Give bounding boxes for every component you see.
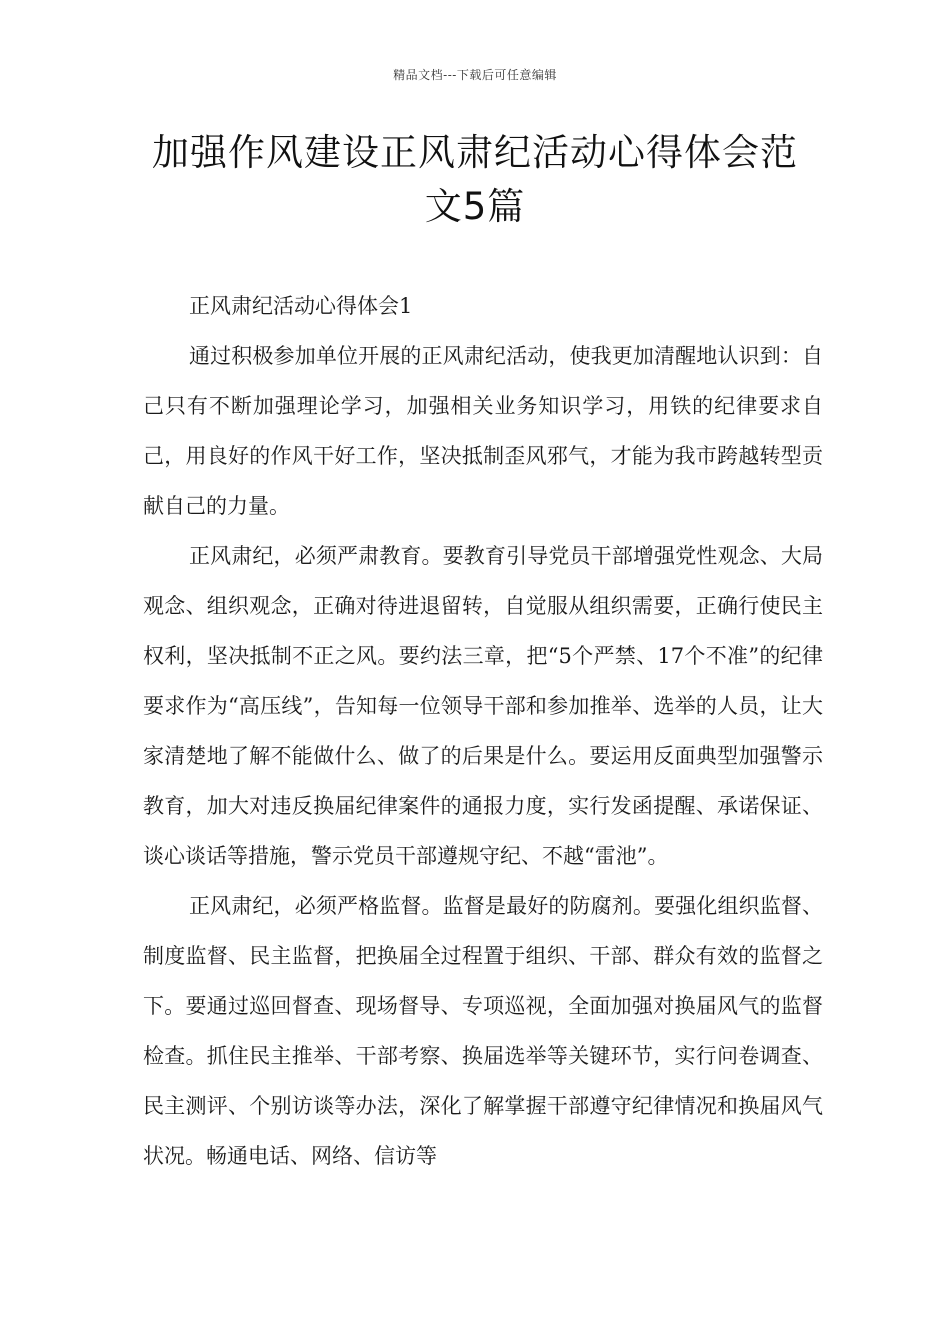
title-line-1: 加强作风建设正风肃纪活动心得体会范 — [152, 131, 798, 174]
paragraph-2: 正风肃纪，必须严肃教育。要教育引导党员干部增强党性观念、大局观念、组织观念，正确对待进退留转，自觉服从组织需要，正确行使民主权利，坚决抵制不正之风。要约法三章，把“5个严禁、17个不准”的纪律要求作为“高压线”，告知每一位领导干部和参加推举、选举的人员，让大家清楚地了解不能做什么、做了的后果是什么。要运用反面典型加强警示教育，加大对违反换届纪律案件的通报力度，实行发函提醒、承诺保证、谈心谈话等措施，警示党员干部遵规守纪、不越“雷池”。 — [143, 544, 823, 868]
document-body — [143, 281, 823, 1181]
paragraph-1: 通过积极参加单位开展的正风肃纪活动，使我更加清醒地认识到：自己只有不断加强理论学习，加强相关业务知识学习，用铁的纪律要求自己，用良好的作风干好工作，坚决抵制歪风邪气，才能为我市跨越转型贡献自己的力量。 — [143, 344, 823, 518]
title-line-2: 文5篇 — [424, 185, 526, 228]
document-title — [120, 126, 830, 234]
paragraph-3: 正风肃纪，必须严格监督。监督是最好的防腐剂。要强化组织监督、制度监督、民主监督，把换届全过程置于组织、干部、群众有效的监督之下。要通过巡回督查、现场督导、专项巡视，全面加强对换届风气的监督检查。抓住民主推举、干部考察、换届选举等关键环节，实行问卷调查、民主测评、个别访谈等办法，深化了解掌握干部遵守纪律情况和换届风气状况。畅通电话、网络、信访等 — [143, 894, 823, 1168]
header-note: 精品文档---下载后可任意编辑 — [393, 68, 557, 82]
section-heading: 正风肃纪活动心得体会1 — [189, 294, 413, 318]
